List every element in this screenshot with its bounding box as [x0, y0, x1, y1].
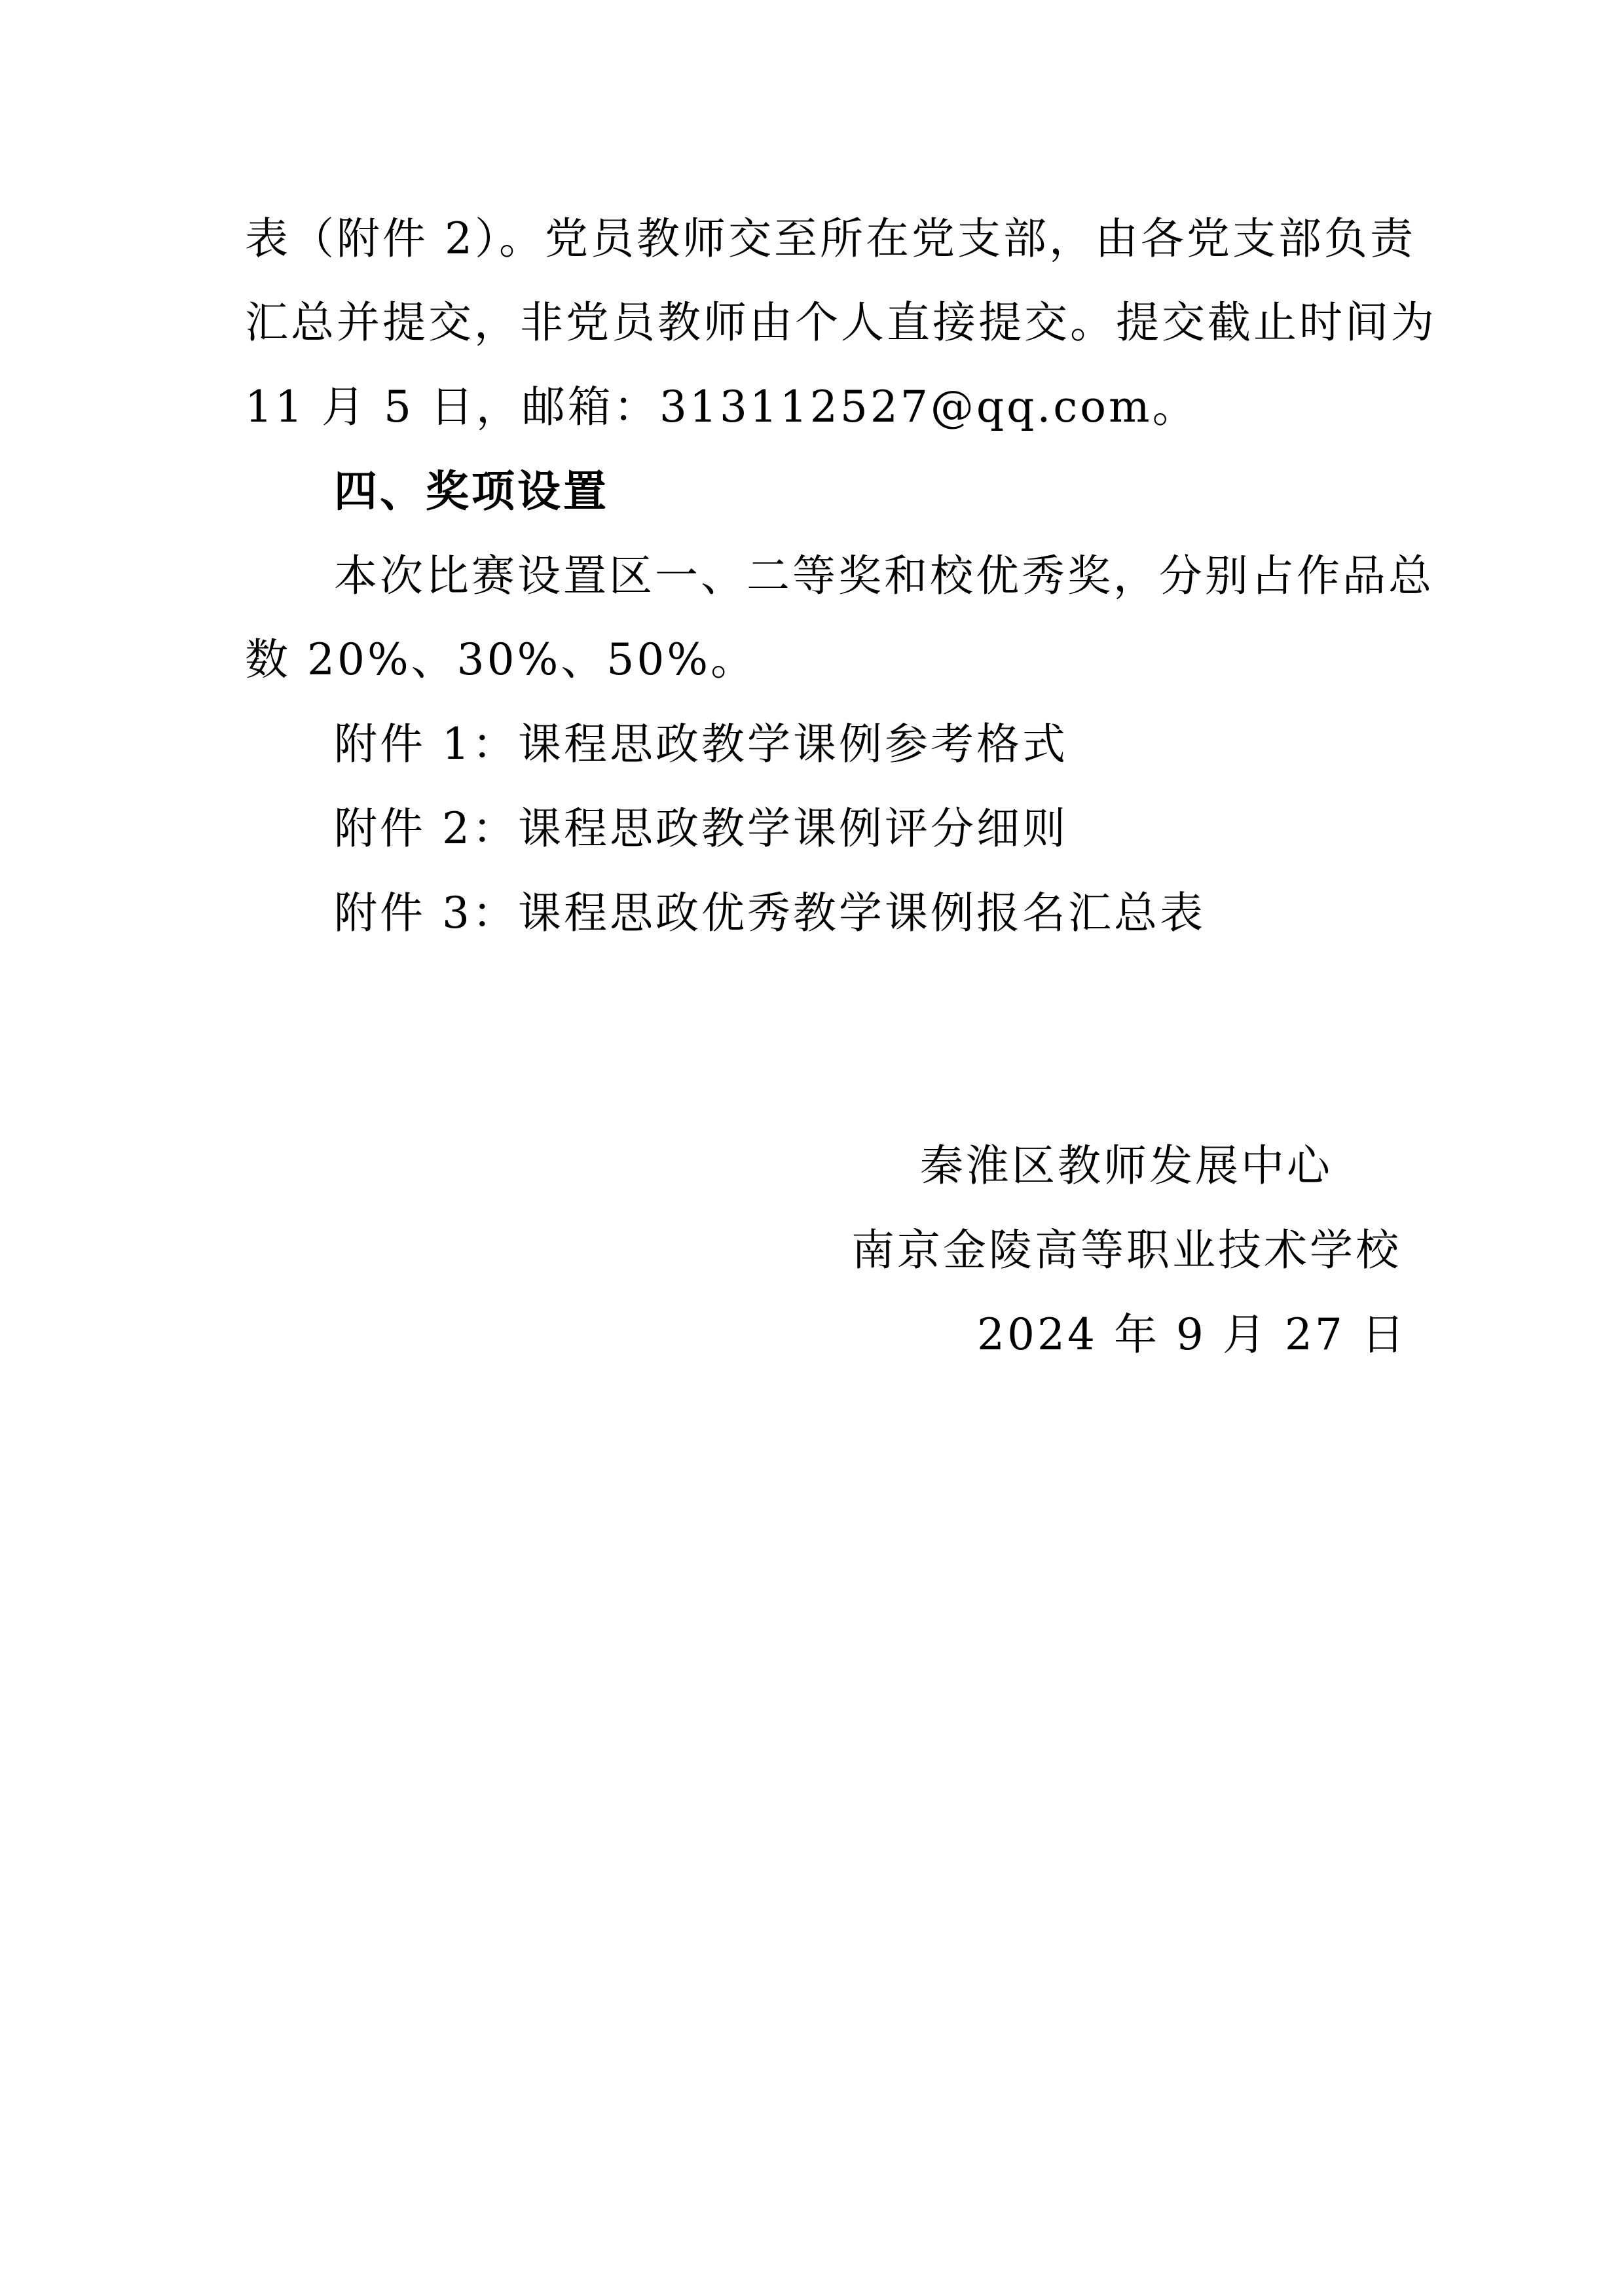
attachment-item: 附件 3：课程思政优秀教学课例报名汇总表: [334, 888, 1206, 938]
paragraph-line: 本次比赛设置区一、二等奖和校优秀奖，分别占作品总: [334, 551, 1434, 601]
paragraph-line: 数 20%、30%、50%。: [245, 634, 757, 685]
signature-date: 2024 年 9 月 27 日: [977, 1309, 1407, 1360]
paragraph-line: 11 月 5 日，邮箱：313112527@qq.com。: [245, 382, 1198, 432]
attachment-item: 附件 1：课程思政教学课例参考格式: [334, 719, 1068, 769]
paragraph-line: 表（附件 2）。党员教师交至所在党支部，由各党支部负责: [245, 213, 1416, 264]
signature-org-1: 秦淮区教师发展中心: [920, 1140, 1333, 1191]
paragraph-line: 汇总并提交，非党员教师由个人直接提交。提交截止时间为: [245, 297, 1437, 348]
section-heading: 四、奖项设置: [334, 466, 609, 517]
signature-org-2: 南京金陵高等职业技术学校: [851, 1225, 1401, 1275]
attachment-item: 附件 2：课程思政教学课例评分细则: [334, 803, 1068, 854]
